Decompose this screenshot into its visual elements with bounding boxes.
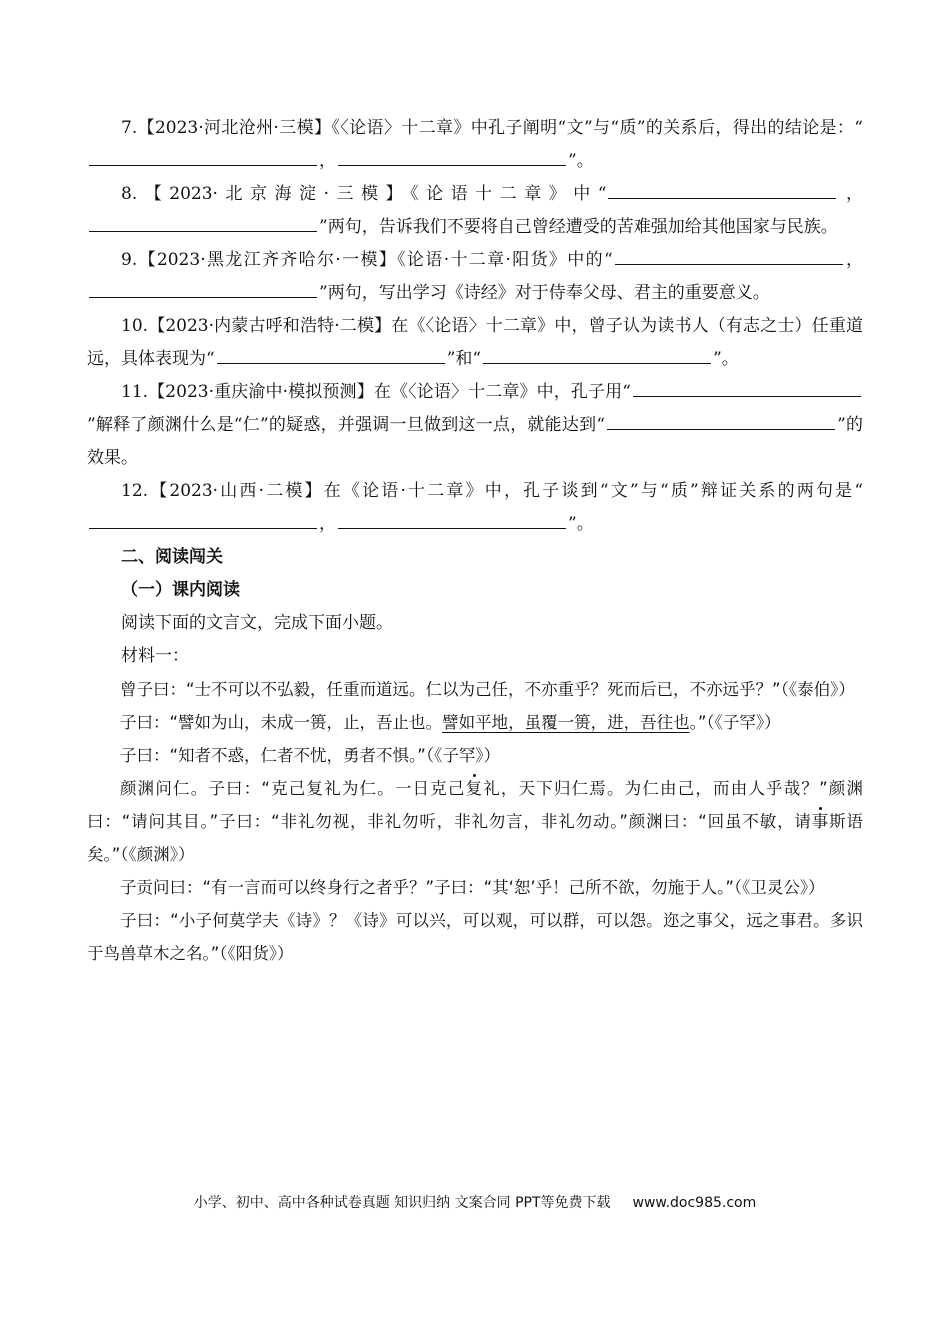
question-source: 【2023·山西·二模】 [148,481,324,501]
passage-text: 颜渊问仁。子曰：“克己复礼为仁。一日克己 [120,779,466,798]
footer-text: 小学、初中、高中各种试卷真题 知识归纳 文案合同 PPT等免费下载 [193,1195,611,1211]
footer-url[interactable]: www.doc985.com [632,1195,757,1211]
question-text: 《〈论语〉十二章》中孔子阐明“文”与“质”的关系后，得出的结论是：“ [331,118,863,138]
passage-taibo: 曾子曰：“士不可以不弘毅，任重而道远。仁以为己任，不亦重乎？死而后已，不亦远乎？”（《泰伯》） [120,680,855,699]
question-number: 8. [121,184,138,204]
section-title: 二、阅读闯关 [121,547,223,567]
material-label: 材料一： [121,646,189,666]
question-9 [87,244,863,310]
question-11 [87,376,863,475]
question-end: ”。 [568,151,594,171]
question-source: 【2023·河北沧州·三模】 [137,118,332,138]
passage-text: 斯语矣。”（《颜渊》） [87,812,863,864]
passage-text: 子曰：“譬如为山，未成一篑，止，吾止也。 [120,713,443,732]
passage-text: 礼，天下归仁焉。为仁由己，而由人乎哉？”颜渊曰：“请问其目。”子曰：“非礼勿视，非礼勿听，非礼勿言，非礼勿动。”颜渊曰：“回虽不敏，请 [87,779,863,831]
question-text: 《论语·十二章·阳货》中的“ [397,250,613,270]
separator: ”和“ [446,349,482,369]
page-content [87,112,863,970]
answer-blank[interactable] [633,395,861,397]
question-12 [87,475,863,541]
passage-weilinggong: 子贡问曰：“有一言而可以终身行之者乎？”子曰：“其‘恕’乎！己所不欲，勿施于人。”（《卫灵公》） [120,878,825,897]
emphasized-character: 事 [811,812,830,831]
emphasized-character: 复 [465,779,484,798]
subsection-title: （一）课内阅读 [121,580,240,600]
passage-zihan-2: 子曰：“知者不惑，仁者不忧，勇者不惧。”（《子罕》） [120,746,501,765]
question-number: 12. [121,481,149,501]
passage-zihan-1 [87,706,863,739]
answer-blank[interactable] [89,164,317,166]
answer-blank[interactable] [607,428,835,430]
answer-blank[interactable] [483,362,711,364]
answer-blank[interactable] [89,230,317,232]
question-number: 7. [121,118,138,138]
question-10 [87,310,863,376]
question-end: ”两句，告诉我们不要将自己曾经遭受的苦难强加给其他国家与民族。 [319,217,838,237]
answer-blank[interactable] [608,197,836,199]
passage-yanghuo: 子曰：“小子何莫学夫《诗》？《诗》可以兴，可以观，可以群，可以怨。迩之事父，远之事君。多识于鸟兽草木之名。”（《阳货》） [87,911,863,963]
question-text: 在《〈论语〉十二章》中，孔子用“ [373,382,631,402]
answer-blank[interactable] [217,362,445,364]
question-end: ”。 [713,349,739,369]
question-end: ”的效果。 [87,415,863,468]
question-source: 【2023·北京海淀·三模】 [137,184,411,204]
question-source: 【2023·重庆渝中·模拟预测】 [148,382,374,402]
underlined-sentence: 譬如平地，虽覆一篑，进，吾往也 [442,713,690,732]
question-8 [87,178,863,244]
passage-text: 。”（《子罕》） [689,713,781,732]
separator: ， [319,514,336,534]
question-number: 9. [121,250,138,270]
separator: ， [838,184,863,204]
question-text: 《论语十二章》中“ [410,184,607,204]
question-number: 10. [121,316,149,336]
answer-blank[interactable] [338,164,566,166]
separator: ”解释了颜渊什么是“仁”的疑惑，并强调一旦做到这一点，就能达到“ [87,415,606,435]
answer-blank[interactable] [89,296,317,298]
separator: ， [844,250,864,270]
answer-blank[interactable] [615,263,843,265]
question-source: 【2023·内蒙古呼和浩特·二模】 [148,316,392,336]
passage-yanyuan [87,772,863,871]
answer-blank[interactable] [338,527,566,529]
question-number: 11. [121,382,149,402]
question-end: ”。 [568,514,594,534]
separator: ， [319,151,336,171]
instruction-text: 阅读下面的文言文，完成下面小题。 [121,613,393,633]
page-footer [0,1192,950,1212]
question-end: ”两句，写出学习《诗经》对于侍奉父母、君主的重要意义。 [319,283,770,303]
question-source: 【2023·黑龙江齐齐哈尔·一模】 [137,250,398,270]
answer-blank[interactable] [89,527,317,529]
question-text: 在《〈论语〉十二章》中，曾子认为读书人（有志之士）任重道远，具体表现为“ [87,316,863,369]
question-7 [87,112,863,178]
question-text: 在《论语·十二章》中，孔子谈到“文”与“质”辩证关系的两句是“ [323,481,864,501]
